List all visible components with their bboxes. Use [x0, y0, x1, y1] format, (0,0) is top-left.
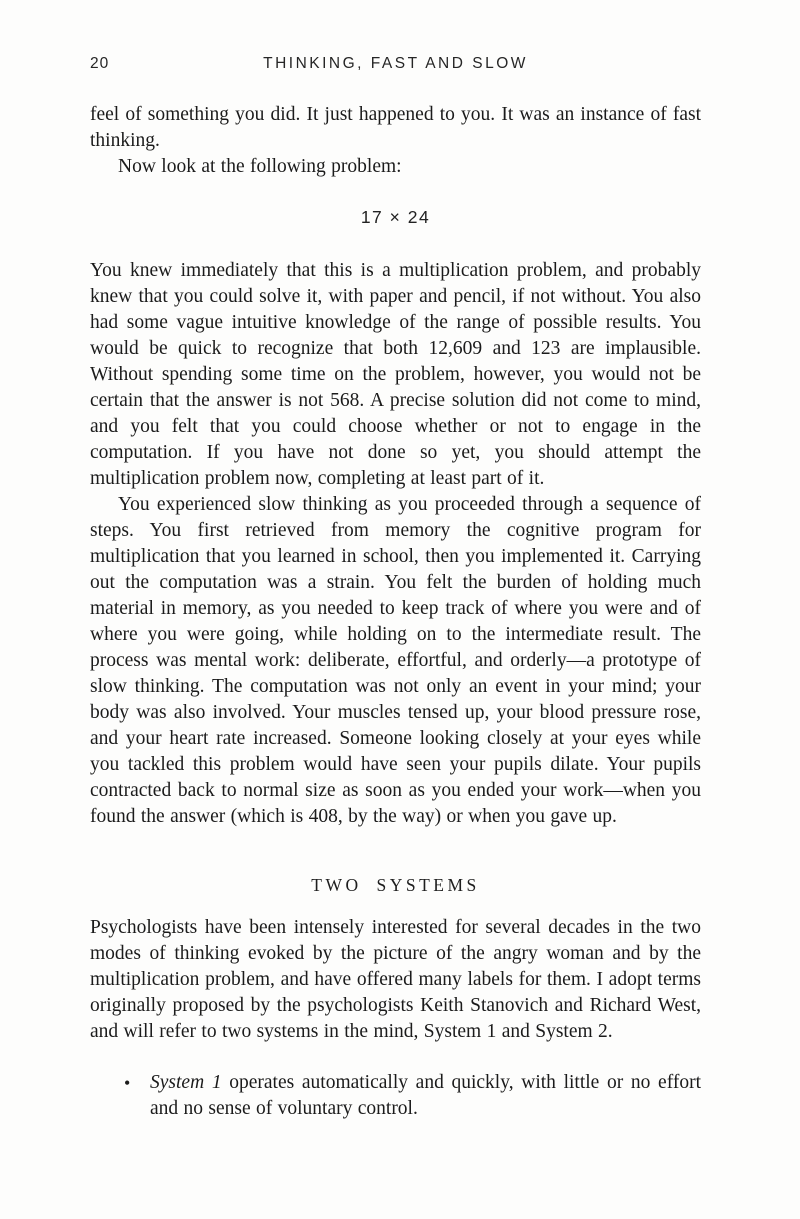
- bullet-icon: •: [124, 1073, 131, 1093]
- section-heading-two-systems: TWO SYSTEMS: [311, 875, 480, 895]
- paragraph-prompt: Now look at the following problem:: [118, 156, 402, 177]
- bullet-text-rest: operates automatically and quickly, with little or no effort and no sense of voluntary control.: [150, 1072, 702, 1119]
- paragraph-psychologists: Psychologists have been intensely interested for several decades in the two modes of thinking evoked by the picture of the angry woman and by the multiplication problem, and have offered many labels for them. I adopt terms originally proposed by the psychologists Keith Stanovich and Richard West, and will refer to two systems in the mind, System 1 and System 2.: [90, 917, 701, 1042]
- paragraph-multiplication: You knew immediately that this is a multiplication problem, and probably knew that you could solve it, with paper and pencil, if not without. You also had some vague intuitive knowledge of the range of possible results. You would be quick to recognize that both 12,609 and 123 are implausible. Without spending some time on the problem, however, you would not be certain that the answer is not 568. A precise solution did not come to mind, and you felt that you could choose whether or not to engage in the computation. If you have not done so yet, you should attempt the multiplication problem now, completing at least part of it.: [90, 260, 701, 489]
- bullet-item-system1: [90, 1070, 701, 1122]
- running-header: [90, 55, 701, 75]
- page-number: 20: [90, 55, 110, 72]
- paragraph-opening: feel of something you did. It just happened to you. It was an instance of fast thinking.: [90, 104, 701, 151]
- text-block: [90, 55, 701, 1122]
- bullet-text: [150, 1072, 701, 1119]
- system-1-term: System 1: [150, 1072, 222, 1093]
- multiplication-problem: 17 × 24: [360, 207, 431, 227]
- paragraph-slow-thinking: You experienced slow thinking as you proceeded through a sequence of steps. You first retrieved from memory the cognitive program for multiplication that you learned in school, then you implemented it. Carrying out the computation was a strain. You felt the burden of holding much material in memory, as you needed to keep track of where you were and of where you were going, while holding on to the intermediate result. The process was mental work: deliberate, effortful, and orderly—a prototype of slow thinking. The computation was not only an event in your mind; your body was also involved. Your muscles tensed up, your blood pressure rose, and your heart rate increased. Someone looking closely at your eyes while you tackled this problem would have seen your pupils dilate. Your pupils contracted back to normal size as soon as you ended your work—when you found the answer (which is 408, by the way) or when you gave up.: [90, 494, 701, 827]
- running-head-title: THINKING, FAST AND SLOW: [263, 55, 528, 72]
- systems-bullet-list: [90, 1070, 701, 1122]
